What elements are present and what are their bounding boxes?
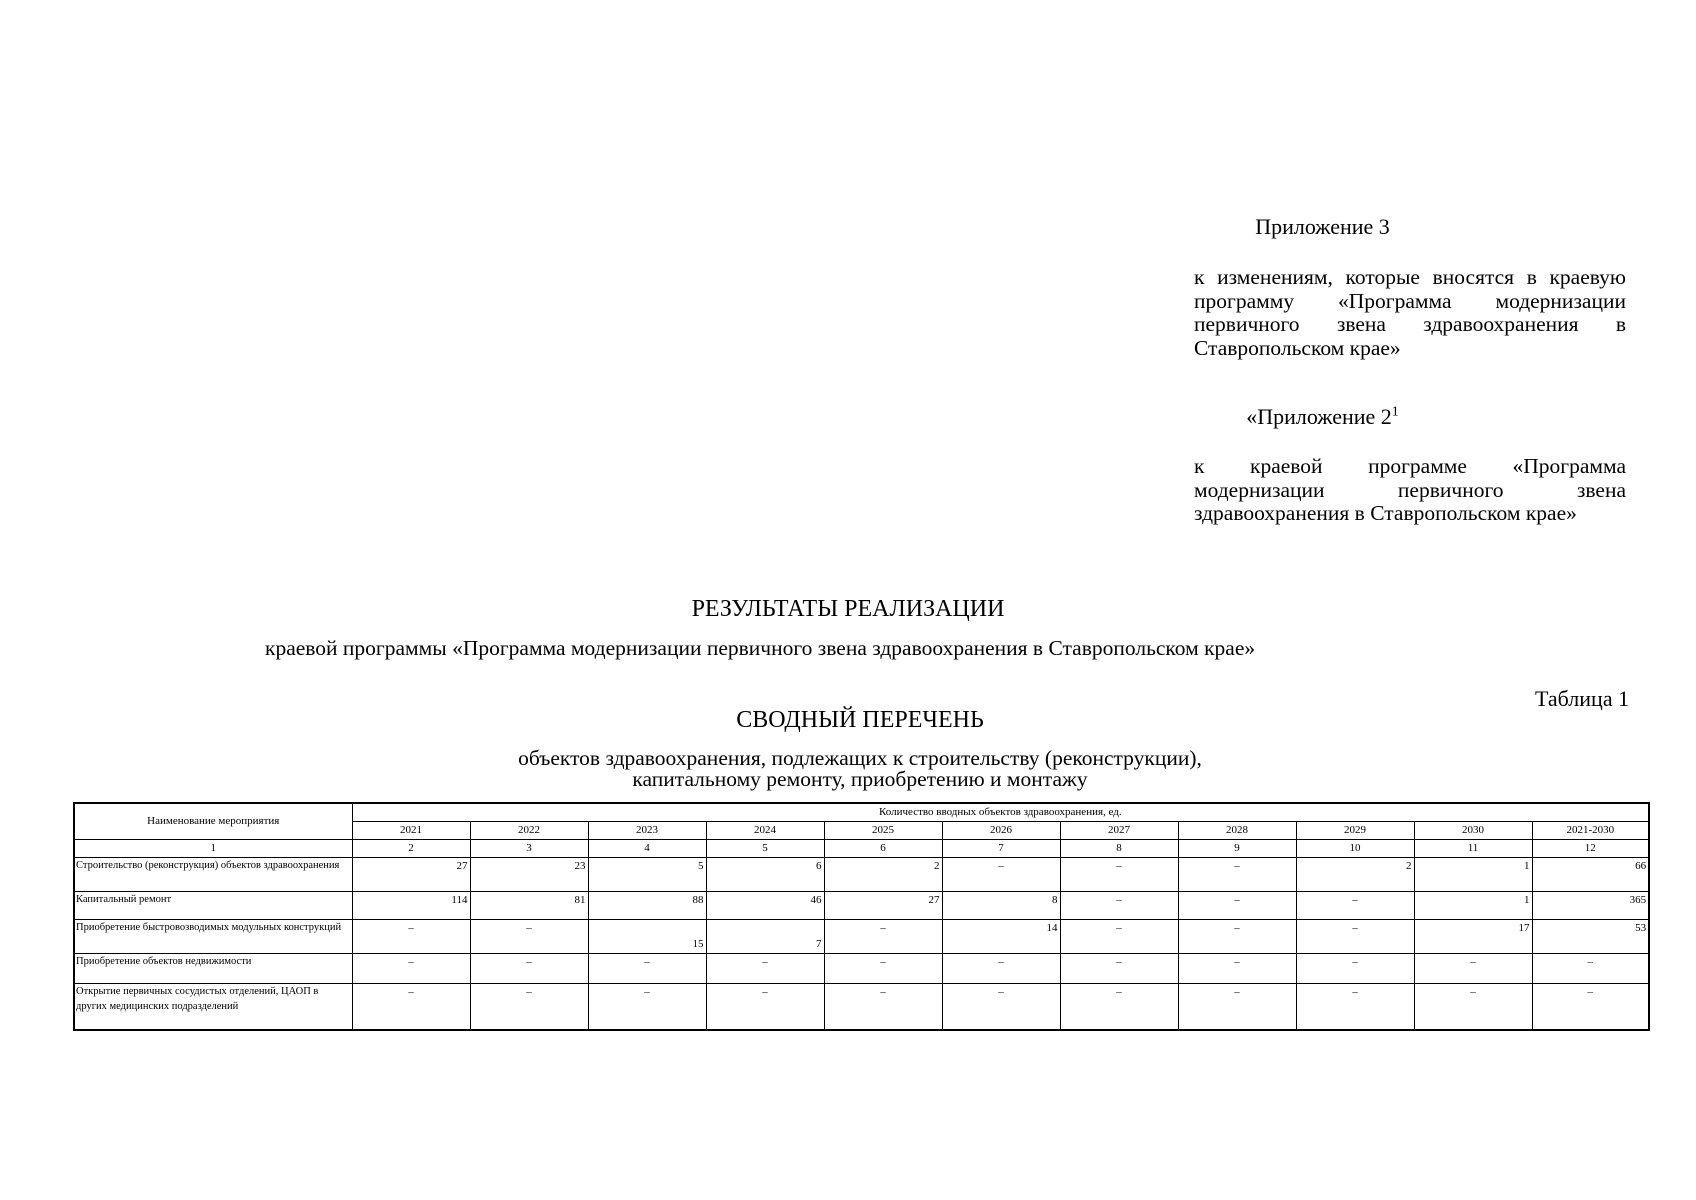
table-row xyxy=(74,892,1649,920)
table-cell: – xyxy=(1296,920,1414,954)
column-number: 8 xyxy=(1060,840,1178,858)
table-cell: – xyxy=(1296,892,1414,920)
column-number-row xyxy=(74,840,1649,858)
column-number: 11 xyxy=(1414,840,1532,858)
results-subtitle: краевой программы «Программа модернизации первичного звена здравоохранения в Ставропольском крае» xyxy=(265,636,1256,660)
table-cell: 6 xyxy=(706,858,824,892)
table-cell: – xyxy=(1178,892,1296,920)
row-name: Открытие первичных сосудистых отделений, ЦАОП в других медицинских подразделений xyxy=(74,984,352,1030)
table-cell: – xyxy=(1178,954,1296,984)
table-cell: – xyxy=(470,984,588,1030)
table-cell: – xyxy=(824,984,942,1030)
year-header: 2021-2030 xyxy=(1532,822,1649,840)
appendix-subtitle-text: «Приложение 2 xyxy=(1246,404,1392,429)
table-cell: – xyxy=(1060,858,1178,892)
appendix-sub-description: к краевой программе «Программа модернизации первичного звена здравоохранения в Ставропольском крае» xyxy=(1194,454,1626,525)
list-subtitle-line-2: капитальному ремонту, приобретению и монтажу xyxy=(632,767,1088,791)
appendix-title: Приложение 3 xyxy=(1255,214,1390,239)
table-row xyxy=(74,984,1649,1030)
quantity-group-header: Количество вводных объектов здравоохранения, ед. xyxy=(352,803,1649,822)
table-cell: 53 xyxy=(1532,920,1649,954)
table-cell: – xyxy=(1414,954,1532,984)
row-name: Приобретение объектов недвижимости xyxy=(74,954,352,984)
table-cell: – xyxy=(824,954,942,984)
column-number: 4 xyxy=(588,840,706,858)
table-cell: – xyxy=(942,954,1060,984)
table-cell: 88 xyxy=(588,892,706,920)
table-cell: 1 xyxy=(1414,858,1532,892)
year-header: 2027 xyxy=(1060,822,1178,840)
year-header: 2029 xyxy=(1296,822,1414,840)
table-cell: – xyxy=(1060,920,1178,954)
appendix-subtitle-superscript: 1 xyxy=(1391,404,1399,420)
table-cell: 1 xyxy=(1414,892,1532,920)
table-row xyxy=(74,954,1649,984)
table-cell: 23 xyxy=(470,858,588,892)
table-number: Таблица 1 xyxy=(1535,686,1630,711)
appendix-description: к изменениям, которые вносятся в краевую программу «Программа модернизации первичного звена здравоохранения в Ставропольском крае» xyxy=(1194,265,1626,360)
list-subtitle xyxy=(0,748,1696,790)
table-cell: – xyxy=(1296,984,1414,1030)
table-cell: – xyxy=(706,954,824,984)
year-header: 2023 xyxy=(588,822,706,840)
table-cell: – xyxy=(1414,984,1532,1030)
table-cell: – xyxy=(1060,954,1178,984)
column-number: 1 xyxy=(74,840,352,858)
table-cell: – xyxy=(352,920,470,954)
table-cell: – xyxy=(352,984,470,1030)
table-cell: – xyxy=(352,954,470,984)
row-name: Капитальный ремонт xyxy=(74,892,352,920)
table-cell: 46 xyxy=(706,892,824,920)
table-cell: 66 xyxy=(1532,858,1649,892)
column-number: 6 xyxy=(824,840,942,858)
table-row xyxy=(74,920,1649,954)
table-cell: – xyxy=(588,954,706,984)
results-title: РЕЗУЛЬТАТЫ РЕАЛИЗАЦИИ xyxy=(691,596,1005,622)
column-number: 7 xyxy=(942,840,1060,858)
table-cell: 81 xyxy=(470,892,588,920)
table-cell: – xyxy=(1060,892,1178,920)
year-header: 2024 xyxy=(706,822,824,840)
table-cell: 27 xyxy=(824,892,942,920)
list-title: СВОДНЫЙ ПЕРЕЧЕНЬ xyxy=(736,707,984,733)
year-header: 2028 xyxy=(1178,822,1296,840)
table-cell: 7 xyxy=(706,920,824,954)
table-cell: 5 xyxy=(588,858,706,892)
table-cell: – xyxy=(1532,954,1649,984)
year-header: 2022 xyxy=(470,822,588,840)
table-cell: – xyxy=(1296,954,1414,984)
table-cell: – xyxy=(706,984,824,1030)
table-cell: 27 xyxy=(352,858,470,892)
table-cell: 17 xyxy=(1414,920,1532,954)
table-cell: – xyxy=(824,920,942,954)
name-column-header: Наименование мероприятия xyxy=(74,803,352,840)
table-cell: – xyxy=(470,954,588,984)
table-cell: 8 xyxy=(942,892,1060,920)
table-cell: – xyxy=(1060,984,1178,1030)
table-cell: – xyxy=(588,984,706,1030)
table-cell: – xyxy=(1532,984,1649,1030)
table-cell: 15 xyxy=(588,920,706,954)
measures-table xyxy=(73,802,1650,1031)
table-cell: – xyxy=(1178,984,1296,1030)
appendix-subtitle xyxy=(1195,404,1450,430)
column-number: 3 xyxy=(470,840,588,858)
table-cell: – xyxy=(1178,858,1296,892)
year-header: 2030 xyxy=(1414,822,1532,840)
table-cell: 365 xyxy=(1532,892,1649,920)
year-header: 2026 xyxy=(942,822,1060,840)
column-number: 10 xyxy=(1296,840,1414,858)
table-cell: – xyxy=(942,858,1060,892)
year-header: 2025 xyxy=(824,822,942,840)
table-cell: – xyxy=(1178,920,1296,954)
row-name: Приобретение быстровозводимых модульных конструкций xyxy=(74,920,352,954)
column-number: 2 xyxy=(352,840,470,858)
row-name: Строительство (реконструкция) объектов здравоохранения xyxy=(74,858,352,892)
table-cell: – xyxy=(942,984,1060,1030)
table-cell: – xyxy=(470,920,588,954)
column-number: 5 xyxy=(706,840,824,858)
table-cell: 14 xyxy=(942,920,1060,954)
list-subtitle-line-1: объектов здравоохранения, подлежащих к строительству (реконструкции), xyxy=(518,746,1202,770)
table-header-row-1 xyxy=(74,803,1649,822)
table-cell: 114 xyxy=(352,892,470,920)
table-cell: 2 xyxy=(1296,858,1414,892)
column-number: 12 xyxy=(1532,840,1649,858)
year-header: 2021 xyxy=(352,822,470,840)
column-number: 9 xyxy=(1178,840,1296,858)
table-cell: 2 xyxy=(824,858,942,892)
table-row xyxy=(74,858,1649,892)
